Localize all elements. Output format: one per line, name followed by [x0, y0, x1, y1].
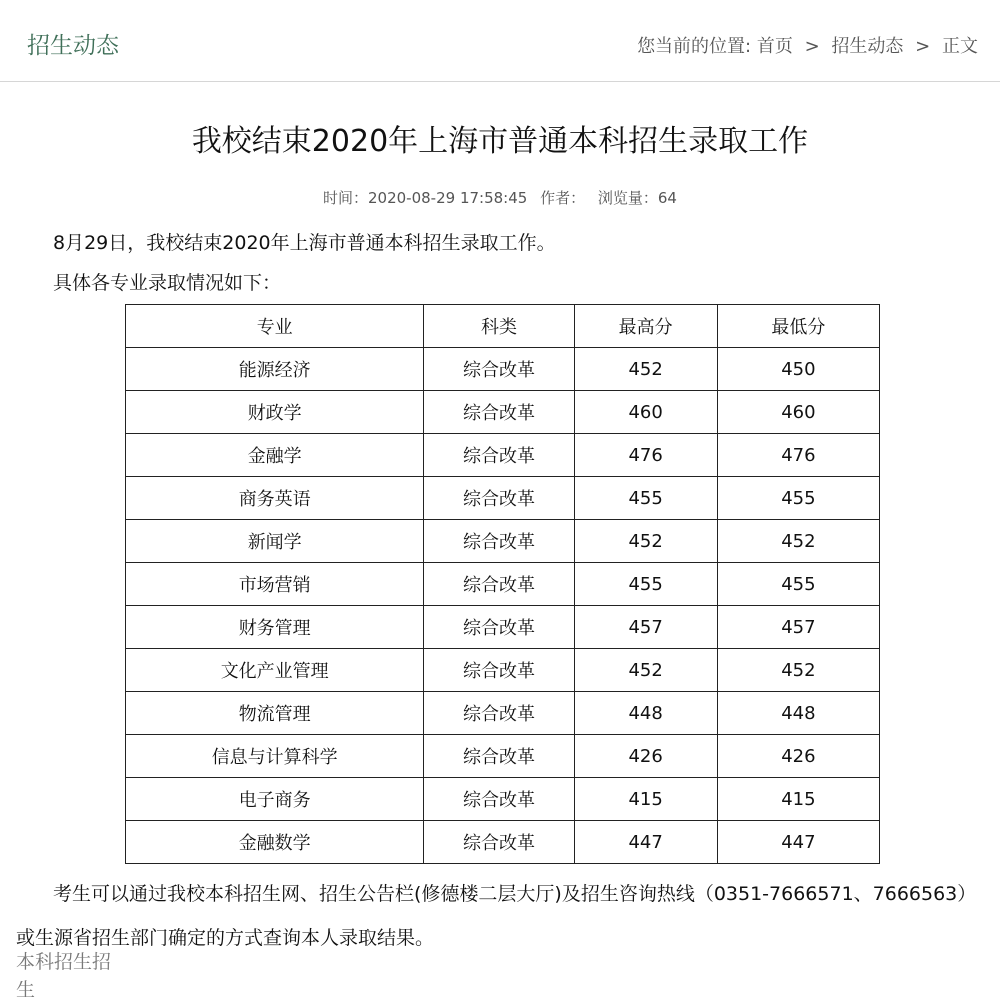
table-row — [126, 649, 880, 692]
min-score-cell: 452 — [717, 520, 879, 563]
header-major: 专业 — [126, 305, 424, 348]
major-cell: 市场营销 — [126, 563, 424, 606]
min-score-cell: 448 — [717, 692, 879, 735]
breadcrumb-separator: > — [915, 36, 931, 57]
major-cell: 信息与计算科学 — [126, 735, 424, 778]
min-score-cell: 457 — [717, 606, 879, 649]
type-cell: 综合改革 — [424, 692, 574, 735]
table-row — [126, 692, 880, 735]
breadcrumb-separator: > — [804, 36, 820, 57]
max-score-cell: 447 — [574, 821, 717, 864]
closing-paragraph: 考生可以通过我校本科招生网、招生公告栏(修德楼二层大厅)及招生咨询热线（0351-7666571、7666563）或生源省招生部门确定的方式查询本人录取结果。 — [16, 883, 977, 949]
admission-score-table — [125, 304, 880, 864]
intro-paragraph: 8月29日，我校结束2020年上海市普通本科招生录取工作。 — [53, 232, 556, 254]
table-row — [126, 821, 880, 864]
type-cell: 综合改革 — [424, 606, 574, 649]
max-score-cell: 460 — [574, 391, 717, 434]
breadcrumb-home-link[interactable]: 首页 — [756, 36, 793, 57]
article-title: 我校结束2020年上海市普通本科招生录取工作 — [191, 124, 809, 159]
table-row — [126, 477, 880, 520]
table-row — [126, 348, 880, 391]
max-score-cell: 455 — [574, 477, 717, 520]
table-row — [126, 735, 880, 778]
breadcrumb-admissions-news-link[interactable]: 招生动态 — [831, 36, 904, 57]
major-cell: 金融数学 — [126, 821, 424, 864]
min-score-cell: 447 — [717, 821, 879, 864]
major-cell: 能源经济 — [126, 348, 424, 391]
max-score-cell: 448 — [574, 692, 717, 735]
type-cell: 综合改革 — [424, 434, 574, 477]
min-score-cell: 452 — [717, 649, 879, 692]
max-score-cell: 457 — [574, 606, 717, 649]
min-score-cell: 450 — [717, 348, 879, 391]
major-cell: 物流管理 — [126, 692, 424, 735]
breadcrumb — [637, 33, 978, 61]
table-intro-paragraph: 具体各专业录取情况如下： — [53, 272, 282, 294]
header-max-score: 最高分 — [574, 305, 717, 348]
table-row — [126, 434, 880, 477]
type-cell: 综合改革 — [424, 778, 574, 821]
min-score-cell: 415 — [717, 778, 879, 821]
type-cell: 综合改革 — [424, 821, 574, 864]
article-meta — [0, 186, 1000, 210]
table-row — [126, 563, 880, 606]
author: 作者： — [540, 189, 586, 207]
max-score-cell: 415 — [574, 778, 717, 821]
min-score-cell: 460 — [717, 391, 879, 434]
min-score-cell: 455 — [717, 563, 879, 606]
major-cell: 电子商务 — [126, 778, 424, 821]
min-score-cell: 476 — [717, 434, 879, 477]
major-cell: 金融学 — [126, 434, 424, 477]
table-header-row — [126, 305, 880, 348]
table-row — [126, 606, 880, 649]
footer-partial-text: 本科招生招生 — [16, 951, 112, 1001]
min-score-cell: 455 — [717, 477, 879, 520]
max-score-cell: 476 — [574, 434, 717, 477]
header-type: 科类 — [424, 305, 574, 348]
type-cell: 综合改革 — [424, 735, 574, 778]
type-cell: 综合改革 — [424, 477, 574, 520]
view-count: 浏览量：64 — [597, 189, 677, 207]
max-score-cell: 426 — [574, 735, 717, 778]
major-cell: 财政学 — [126, 391, 424, 434]
max-score-cell: 452 — [574, 348, 717, 391]
min-score-cell: 426 — [717, 735, 879, 778]
top-bar — [0, 0, 1000, 82]
table-row — [126, 520, 880, 563]
table-row — [126, 778, 880, 821]
breadcrumb-prefix: 您当前的位置: — [637, 36, 752, 57]
major-cell: 文化产业管理 — [126, 649, 424, 692]
major-cell: 财务管理 — [126, 606, 424, 649]
max-score-cell: 452 — [574, 649, 717, 692]
type-cell: 综合改革 — [424, 563, 574, 606]
type-cell: 综合改革 — [424, 520, 574, 563]
header-min-score: 最低分 — [717, 305, 879, 348]
section-title: 招生动态 — [27, 33, 119, 59]
major-cell: 新闻学 — [126, 520, 424, 563]
major-cell: 商务英语 — [126, 477, 424, 520]
type-cell: 综合改革 — [424, 348, 574, 391]
max-score-cell: 452 — [574, 520, 717, 563]
max-score-cell: 455 — [574, 563, 717, 606]
type-cell: 综合改革 — [424, 391, 574, 434]
publish-time: 时间：2020-08-29 17:58:45 — [323, 189, 528, 207]
type-cell: 综合改革 — [424, 649, 574, 692]
breadcrumb-current: 正文 — [942, 36, 978, 57]
table-row — [126, 391, 880, 434]
